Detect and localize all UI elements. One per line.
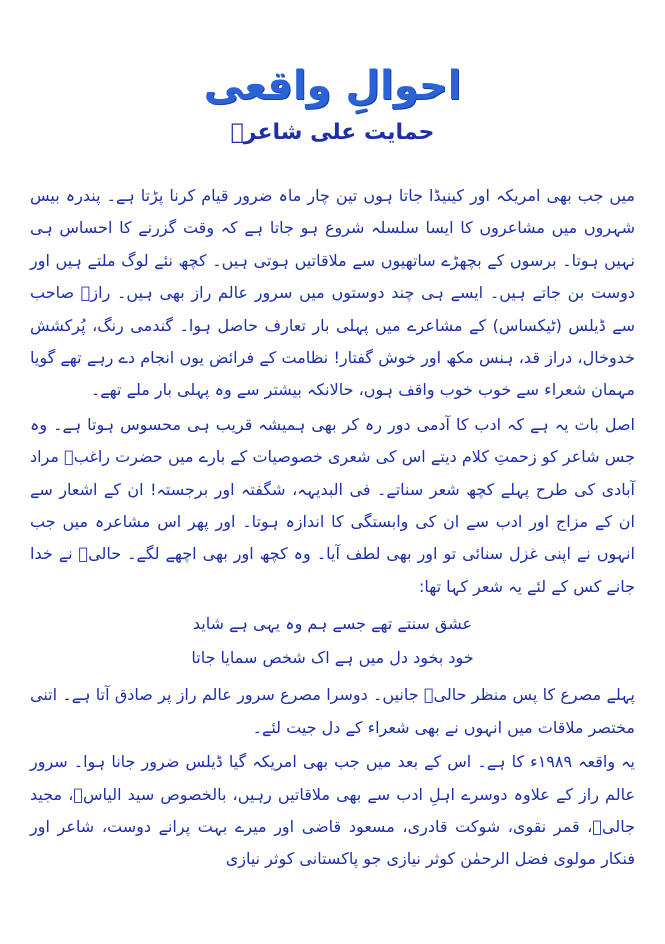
verse-line-2: خود بخود دل میں ہے اک شخص سمایا جاتا xyxy=(191,648,474,668)
paragraph-3: پہلے مصرع کا پس منظر حالیؔ جانیں۔ دوسرا مصرع سرور عالم راز پر صادق آتا ہے۔ اتنی مختصر ملاقات میں انہوں نے بھی شعراء کے دل جیت لئے۔ xyxy=(30,685,635,737)
poetry-verses xyxy=(30,607,635,675)
paragraph-4: یہ واقعہ ۱۹۸۹ء کا ہے۔ اس کے بعد میں جب بھی امریکہ گیا ڈیلس ضرور جانا ہوا۔ سرور عالم راز کے علاوہ دوسرے اہلِ ادب سے بھی ملاقاتیں رہیں، بالخصوص سید الیاسؔ، مجید جالیؔ، قمر نقوی، شوکت قادری، مسعود قاضی اور میرے بہت پرانے دوست، شاعر اور فنکار مولوی فضل الرحمٰن کوثر نیازی جو پاکستانی کوثر نیازی xyxy=(30,752,635,869)
article-body xyxy=(30,180,635,876)
paragraph-2: اصل بات یہ ہے کہ ادب کا آدمی دور رہ کر بھی ہمیشہ قریب ہی محسوس ہوتا ہے۔ وہ جس شاعر کو زحمتِ کلام دیتے اس کی شعری خصوصیات کے بارے میں حضرت راغبؔ مراد آبادی کی طرح پہلے کچھ شعر سناتے۔ فی البدیہہ، شگفتہ اور برجستہ! ان کے اشعار سے ان کے مزاج اور ادب سے ان کی وابستگی کا اندازہ ہوتا۔ اور پھر اس مشاعرہ میں جب انہوں نے اپنی غزل سنائی تو اور بھی لطف آیا۔ وہ کچھ اور بھی اچھے لگے۔ حالیؔ نے خدا جانے کس کے لئے یہ شعر کہا تھا: xyxy=(30,414,635,596)
verse-line-1: عشق سنتے تھے جسے ہم وہ یہی ہے شاید xyxy=(192,614,473,634)
article-title: احوالِ واقعی xyxy=(203,63,462,109)
paragraph-1: میں جب بھی امریکہ اور کینیڈا جاتا ہوں تین چار ماہ ضرور قیام کرنا پڑتا ہے۔ پندرہ بیس شہروں میں مشاعروں کا ایسا سلسلہ شروع ہو جاتا ہے کہ وقت گزرنے کا احساس ہی نہیں ہوتا۔ برسوں کے بچھڑے ساتھیوں سے ملاقاتیں ہوتی ہیں۔ کچھ نئے لوگ ملتے ہیں اور دوست بن جاتے ہیں۔ ایسے ہی چند دوستوں میں سرور عالم راز بھی ہیں۔ رازؔ صاحب سے ڈیلس (ٹیکساس) کے مشاعرے میں پہلی بار تعارف حاصل ہوا۔ گندمی رنگ، پُرکشش خدوخال، دراز قد، ہنس مکھ اور خوش گفتار! نظامت کے فرائض یوں انجام دے رہے تھے گویا مہمان شعراء سے خوب خوب واقف ہوں، حالانکہ بیشتر سے وہ پہلی بار ملے تھے۔ xyxy=(30,186,635,400)
article-author: حمایت علی شاعرؔ xyxy=(230,120,435,145)
